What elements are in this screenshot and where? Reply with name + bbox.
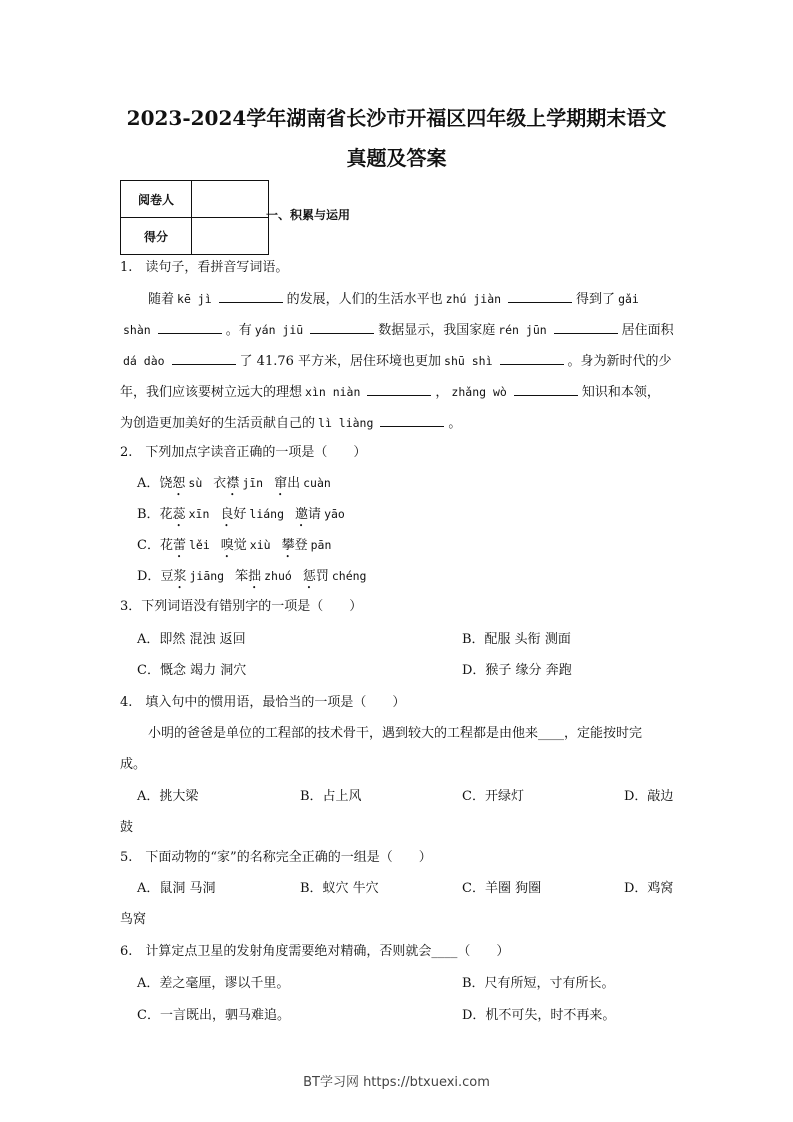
q1-line bbox=[120, 352, 672, 371]
word-char: 出 bbox=[287, 476, 301, 491]
q3-option-c: C．慨念 竭力 洞穴 bbox=[137, 663, 247, 678]
sentence-text: 。身为新时代的少 bbox=[567, 354, 672, 369]
pinyin-text: chéng bbox=[331, 569, 367, 583]
option-word bbox=[282, 538, 335, 553]
dotted-char: 良 bbox=[220, 507, 234, 522]
pinyin-text: xiù bbox=[249, 538, 271, 552]
dotted-char: 襟 bbox=[226, 476, 240, 491]
dotted-char: 拙 bbox=[248, 569, 262, 584]
word-char: 花 bbox=[159, 507, 173, 522]
q4-stem: 4. 填入句中的惯用语，最恰当的一项是（ ） bbox=[120, 695, 406, 710]
sentence-text: 随着 bbox=[148, 292, 175, 307]
q5-stem: 5. 下面动物的“家”的名称完全正确的一组是（ ） bbox=[120, 850, 432, 865]
pinyin-text: kē jì bbox=[177, 292, 212, 306]
answer-blank bbox=[219, 290, 283, 303]
option-label: A． bbox=[137, 476, 160, 491]
q1-line bbox=[120, 414, 461, 433]
sentence-text: 居住面积 bbox=[621, 323, 674, 338]
dotted-char: 恕 bbox=[172, 476, 186, 491]
word-char: 登 bbox=[294, 538, 308, 553]
q5-option-d: D．鸡窝 bbox=[624, 881, 674, 896]
q6-option-a: A．差之毫厘，谬以千里。 bbox=[137, 976, 290, 991]
q5-option-d-wrap: 鸟窝 bbox=[120, 912, 147, 927]
answer-blank bbox=[380, 414, 444, 427]
sentence-text: 得到了 bbox=[576, 292, 616, 307]
document-title-line1: 2023-2024学年湖南省长沙市开福区四年级上学期期末语文 bbox=[126, 106, 667, 130]
q2-option-c bbox=[137, 536, 342, 561]
option-word bbox=[235, 569, 295, 584]
q4-text-cont: 成。 bbox=[120, 757, 147, 772]
word-char: 请 bbox=[308, 507, 322, 522]
pinyin-text: cuàn bbox=[303, 476, 331, 490]
document-title-line2: 真题及答案 bbox=[346, 146, 447, 170]
q4-option-a: A．挑大梁 bbox=[137, 789, 199, 804]
q5-option-a: A．鼠洞 马洞 bbox=[137, 881, 216, 896]
q1-line bbox=[148, 290, 642, 309]
q2-option-d bbox=[137, 567, 377, 592]
q2-stem: 2. 下列加点字读音正确的一项是（ ） bbox=[120, 445, 367, 460]
option-word bbox=[213, 476, 266, 491]
option-word bbox=[160, 569, 227, 584]
pinyin-text: pān bbox=[310, 538, 332, 552]
pinyin-text: shàn bbox=[123, 323, 151, 337]
score-table bbox=[120, 180, 269, 255]
pinyin-text: shū shì bbox=[444, 354, 493, 368]
dotted-char: 惩 bbox=[302, 569, 316, 584]
option-word bbox=[160, 538, 213, 553]
q3-stem: 3．下列词语没有错别字的一项是（ ） bbox=[120, 599, 363, 614]
q4-text: 小明的爸爸是单位的工程部的技术骨干，遇到较大的工程都是由他来____，定能按时完 bbox=[148, 726, 643, 741]
q3-option-a: A．即然 混浊 返回 bbox=[137, 632, 246, 647]
pinyin-text: zhuó bbox=[264, 569, 292, 583]
sentence-text: 为创造更加美好的生活贡献自己的 bbox=[120, 416, 316, 431]
option-word bbox=[221, 538, 274, 553]
sentence-text: 。 bbox=[448, 416, 462, 431]
option-label: D． bbox=[137, 569, 161, 584]
sentence-text: 。有 bbox=[225, 323, 252, 338]
sentence-text: 的发展，人们的生活水平也 bbox=[286, 292, 443, 307]
pinyin-text: lěi bbox=[188, 538, 210, 552]
pinyin-text: jīn bbox=[242, 476, 264, 490]
section-heading: 一、积累与运用 bbox=[266, 208, 351, 222]
q1-line bbox=[120, 321, 674, 340]
option-word bbox=[303, 569, 370, 584]
q3-option-b: B．配服 头衔 测面 bbox=[462, 632, 571, 647]
answer-blank bbox=[310, 321, 374, 334]
pinyin-text: xìn niàn bbox=[305, 385, 361, 399]
q4-option-b: B．占上风 bbox=[300, 789, 362, 804]
pinyin-text: yán jiū bbox=[254, 323, 304, 337]
footer-watermark: BT学习网 https://btxuexi.com bbox=[303, 1075, 490, 1090]
q5-option-c: C．羊圈 狗圈 bbox=[462, 881, 542, 896]
word-char: 豆 bbox=[160, 569, 174, 584]
q5-option-b: B．蚁穴 牛穴 bbox=[300, 881, 379, 896]
option-word bbox=[159, 476, 205, 491]
dotted-char: 窜 bbox=[274, 476, 288, 491]
q2-option-b bbox=[137, 505, 356, 530]
q1-line bbox=[120, 383, 660, 402]
option-word bbox=[295, 507, 348, 522]
score-cell bbox=[192, 218, 269, 255]
q2-option-a bbox=[137, 474, 342, 499]
word-char: 罚 bbox=[315, 569, 329, 584]
reviewer-label: 阅卷人 bbox=[121, 181, 192, 218]
pinyin-text: zhǎng wò bbox=[451, 385, 507, 399]
answer-blank bbox=[500, 352, 564, 365]
q6-option-d: D．机不可失，时不再来。 bbox=[462, 1008, 616, 1023]
sentence-text: 知识和本领， bbox=[581, 385, 660, 400]
word-char: 笨 bbox=[235, 569, 249, 584]
sentence-text: 了 41.76 平方米，居住环境也更加 bbox=[239, 354, 442, 369]
q4-option-d: D．敲边 bbox=[624, 789, 674, 804]
sentence-text: 数据显示，我国家庭 bbox=[378, 323, 496, 338]
reviewer-cell bbox=[192, 181, 269, 218]
pinyin-text: zhú jiàn bbox=[445, 292, 502, 306]
option-label: C． bbox=[137, 538, 160, 553]
answer-blank bbox=[508, 290, 572, 303]
q6-option-b: B．尺有所短，寸有所长。 bbox=[462, 976, 615, 991]
dotted-char: 蕾 bbox=[172, 538, 186, 553]
dotted-char: 蕊 bbox=[172, 507, 186, 522]
dotted-char: 浆 bbox=[173, 569, 187, 584]
dotted-char: 攀 bbox=[281, 538, 295, 553]
pinyin-text: sù bbox=[188, 476, 203, 490]
answer-blank bbox=[367, 383, 431, 396]
word-char: 觉 bbox=[233, 538, 247, 553]
answer-blank bbox=[554, 321, 618, 334]
answer-blank bbox=[172, 352, 236, 365]
option-word bbox=[160, 507, 213, 522]
answer-blank bbox=[514, 383, 578, 396]
option-word bbox=[220, 507, 287, 522]
pinyin-text: gǎi bbox=[618, 292, 639, 306]
q4-option-d-wrap: 鼓 bbox=[120, 820, 134, 835]
dotted-char: 邀 bbox=[295, 507, 309, 522]
option-word bbox=[274, 476, 334, 491]
q3-option-d: D．猴子 缘分 奔跑 bbox=[462, 663, 572, 678]
q1-stem: 1. 读句子，看拼音写词语。 bbox=[120, 260, 289, 275]
option-label: B． bbox=[137, 507, 160, 522]
dotted-char: 嗅 bbox=[220, 538, 234, 553]
pinyin-text: xīn bbox=[188, 507, 210, 521]
pinyin-text: rén jūn bbox=[498, 323, 547, 337]
q4-option-c: C．开绿灯 bbox=[462, 789, 524, 804]
word-char: 饶 bbox=[159, 476, 173, 491]
pinyin-text: liáng bbox=[249, 507, 285, 521]
pinyin-text: lì liàng bbox=[318, 416, 374, 430]
sentence-text: 年，我们应该要树立远大的理想 bbox=[120, 385, 303, 400]
pinyin-text: yāo bbox=[324, 507, 345, 521]
q6-stem: 6. 计算定点卫星的发射角度需要绝对精确，否则就会____（ ） bbox=[120, 944, 510, 959]
score-label: 得分 bbox=[121, 218, 192, 255]
answer-blank bbox=[158, 321, 222, 334]
pinyin-text: jiāng bbox=[189, 569, 225, 583]
sentence-text: ， bbox=[435, 385, 449, 400]
word-char: 衣 bbox=[213, 476, 227, 491]
q6-option-c: C．一言既出，驷马难追。 bbox=[137, 1008, 290, 1023]
word-char: 花 bbox=[159, 538, 173, 553]
word-char: 好 bbox=[233, 507, 247, 522]
pinyin-text: dá dào bbox=[123, 354, 165, 368]
